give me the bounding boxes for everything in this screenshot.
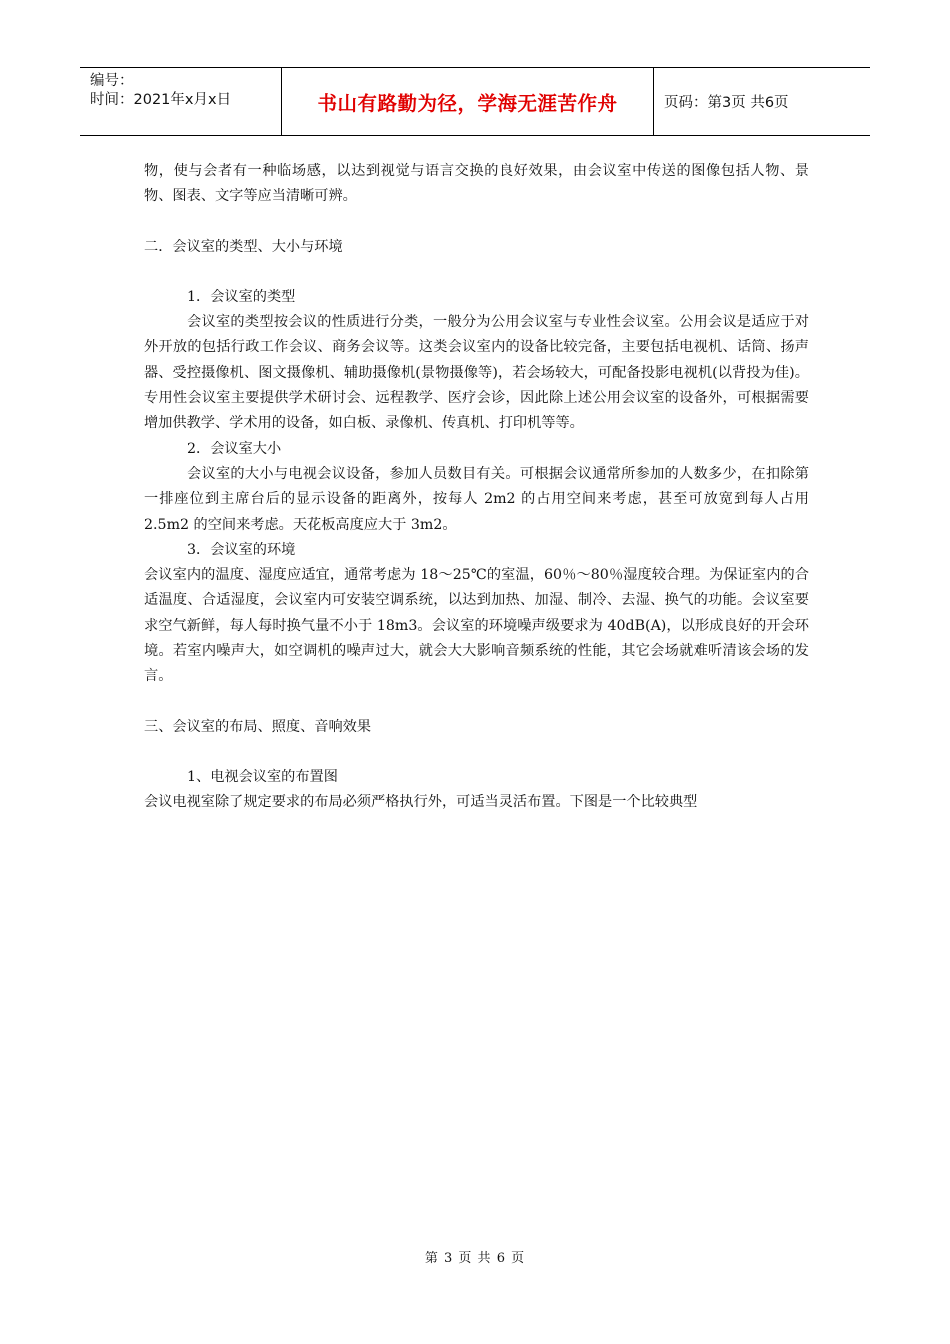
header-motto: 书山有路勤为径，学海无涯苦作舟 [282,68,654,135]
header-meta [80,68,282,135]
section-3-heading: 三、会议室的布局、照度、音响效果 [144,718,372,735]
page-header [80,67,870,136]
intro-paragraph: 物，使与会者有一种临场感，以达到视觉与语言交换的良好效果，由会议室中传送的图像包括人物、景物、图表、文字等应当清晰可辨。 [144,163,809,205]
subsection-3-1-paragraph: 会议电视室除了规定要求的布局必须严格执行外，可适当灵活布置。下图是一个比较典型 [144,794,698,811]
subsection-2-3-heading: 3．会议室的环境 [187,541,296,558]
subsection-2-2-heading: 2．会议室大小 [187,440,282,457]
subsection-2-1-paragraph: 会议室的类型按会议的性质进行分类，一般分为公用会议室与专业性会议室。公用会议是适应于对外开放的包括行政工作会议、商务会议等。这类会议室内的设备比较完备，主要包括电视机、话筒、扬声器、受控摄像机、图文摄像机、辅助摄像机(景物摄像等)，若会场较大，可配备投影电视机(以背投为佳)。专用性会议室主要提供学术研讨会、远程教学、医疗会诊，因此除上述公用会议室的设备外，可根据需要增加供教学、学术用的设备，如白板、录像机、传真机、打印机等等。 [144,314,809,432]
subsection-2-3-paragraph: 会议室内的温度、湿度应适宜，通常考虑为 18～25℃的室温，60％～80％湿度较合理。为保证室内的合适温度、合适湿度，会议室内可安装空调系统，以达到加热、加湿、制冷、去湿、换气的功能。会议室要求空气新鲜，每人每时换气量不小于 18m3。会议室的环境噪声级要求为 40dB(A)，以形成良好的开会环境。若室内噪声大，如空调机的噪声过大，就会大大影响音频系统的性能，其它会场就难听清该会场的发言。 [144,567,809,685]
document-body [144,159,809,816]
subsection-3-1-heading: 1、电视会议室的布置图 [187,768,338,785]
section-2-heading: 二．会议室的类型、大小与环境 [144,238,343,255]
subsection-2-2-paragraph: 会议室的大小与电视会议设备，参加人员数目有关。可根据会议通常所参加的人数多少，在扣除第一排座位到主席台后的显示设备的距离外，按每人 2m2 的占用空间来考虑，甚至可放宽到每人占用 2.5m2 的空间来考虑。天花板高度应大于 3m2。 [144,465,809,533]
subsection-2-1-heading: 1．会议室的类型 [187,288,296,305]
header-page-info: 页码：第3页 共6页 [664,95,789,111]
page-footer: 第 3 页 共 6 页 [424,1251,526,1266]
document-number-label: 编号： [90,73,134,89]
document-time-label: 时间：2021年x月x日 [90,92,232,108]
